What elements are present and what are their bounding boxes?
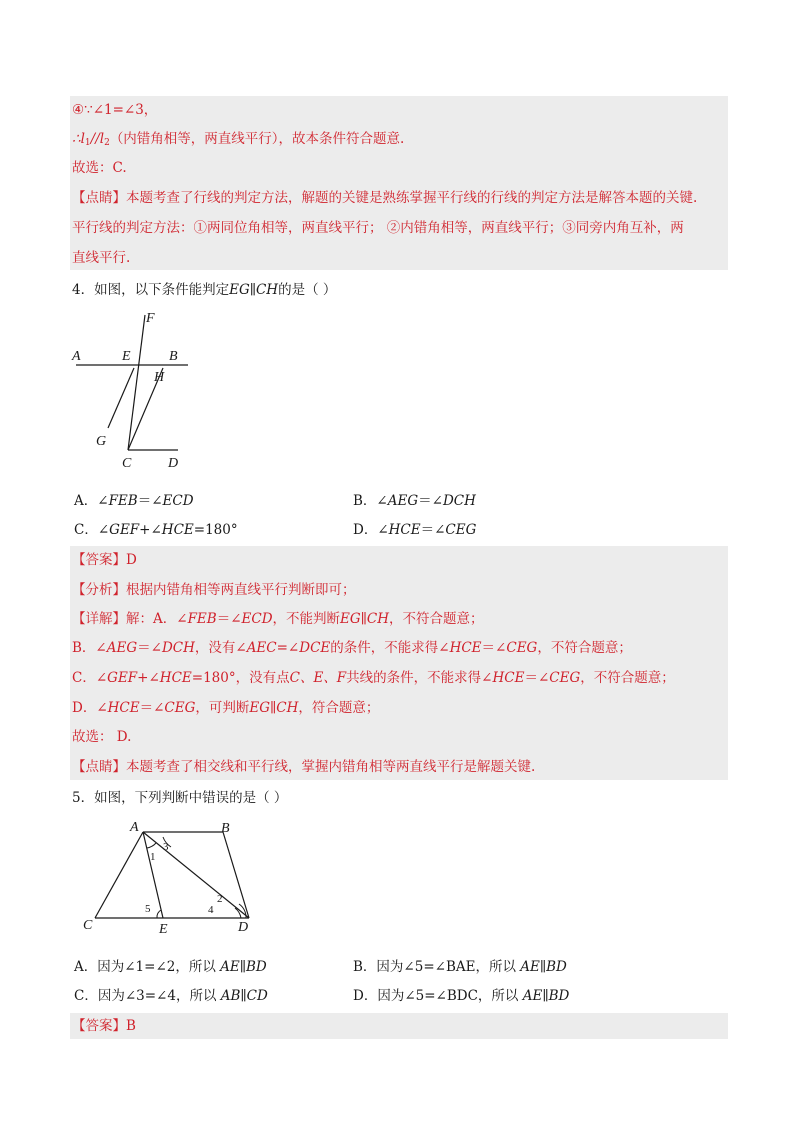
angle-5: 5: [145, 903, 151, 915]
xiangjie-line-4: D．∠HCE＝∠CEG，可判断EG∥CH，符合题意；: [72, 700, 380, 716]
xiangjie-line-1: 【详解】解：A．∠FEB＝∠ECD，不能判断EG∥CH，不符合题意；: [72, 611, 484, 627]
label-E: E: [122, 349, 131, 364]
label-A: A: [130, 820, 139, 835]
label-D: D: [168, 456, 179, 471]
xiangjie-line-3: C．∠GEF+∠HCE=180°，没有点C、E、F共线的条件，不能求得∠HCE＝∠CEG，不符合题意；: [72, 670, 675, 686]
xiangjie-line-2: B．∠AEG＝∠DCH，没有∠AEC=∠DCE的条件，不能求得∠HCE＝∠CEG，不符合题意；: [72, 640, 632, 656]
dianjing-tag: 【点睛】: [72, 190, 126, 206]
option-a[interactable]: A．∠FEB＝∠ECD: [74, 493, 194, 509]
answer-line: 【答案】B: [72, 1018, 136, 1034]
solution-block-q3: [70, 96, 728, 270]
solution-line: ④∵∠1=∠3，: [72, 102, 158, 118]
q5-option-c[interactable]: C．因为∠3=∠4，所以 AB∥CD: [74, 988, 268, 1004]
label-B: B: [169, 349, 178, 364]
option-b[interactable]: B．∠AEG＝∠DCH: [353, 493, 476, 509]
angle-3: 3: [163, 841, 169, 853]
angle-4: 4: [208, 904, 214, 916]
dianjing-line: 【点睛】本题考查了行线的判定方法，解题的关键是熟练掌握平行线的行线的判定方法是解答本题的关键.: [72, 190, 698, 206]
solution-line: 故选：C.: [72, 160, 127, 176]
angle-1: 1: [150, 851, 156, 863]
solution-line: 平行线的判定方法：①两同位角相等，两直线平行； ②内错角相等，两直线平行；③同旁内角互补，两: [72, 220, 684, 236]
angle-2: 2: [217, 893, 223, 905]
label-H: H: [154, 370, 165, 385]
answer-line: 【答案】D: [72, 552, 137, 568]
label-C: C: [83, 918, 93, 933]
dianjing-line: 【点睛】本题考查了相交线和平行线，掌握内错角相等两直线平行是解题关键.: [72, 759, 536, 775]
solution-block-q5: [70, 1013, 728, 1039]
label-C: C: [122, 456, 132, 471]
option-c[interactable]: C．∠GEF+∠HCE=180°: [74, 522, 238, 538]
question-4-stem: 4．如图，以下条件能判定EG∥CH的是（ ）: [72, 282, 337, 298]
solution-line: 直线平行.: [72, 250, 131, 266]
q5-option-b[interactable]: B．因为∠5=∠BAE，所以 AE∥BD: [353, 959, 567, 975]
question-4-figure: [60, 300, 200, 475]
option-d[interactable]: D．∠HCE＝∠CEG: [353, 522, 477, 538]
question-5-figure: [75, 818, 265, 938]
solution-line: $\therefore l_1//l_2$（内错角相等，两直线平行），故本条件符合题意.: [72, 131, 405, 148]
q5-option-a[interactable]: A．因为∠1=∠2，所以 AE∥BD: [74, 959, 267, 975]
q5-option-d[interactable]: D．因为∠5=∠BDC，所以 AE∥BD: [353, 988, 570, 1004]
question-5-stem: 5．如图，下列判断中错误的是（ ）: [72, 790, 288, 806]
guxuan-line: 故选： D.: [72, 729, 132, 745]
label-A: A: [72, 349, 81, 364]
label-E: E: [159, 922, 168, 937]
label-B: B: [221, 821, 230, 836]
label-F: F: [146, 311, 155, 326]
label-G: G: [96, 434, 107, 449]
fenxi-line: 【分析】根据内错角相等两直线平行判断即可；: [72, 582, 356, 598]
label-D: D: [238, 920, 249, 935]
